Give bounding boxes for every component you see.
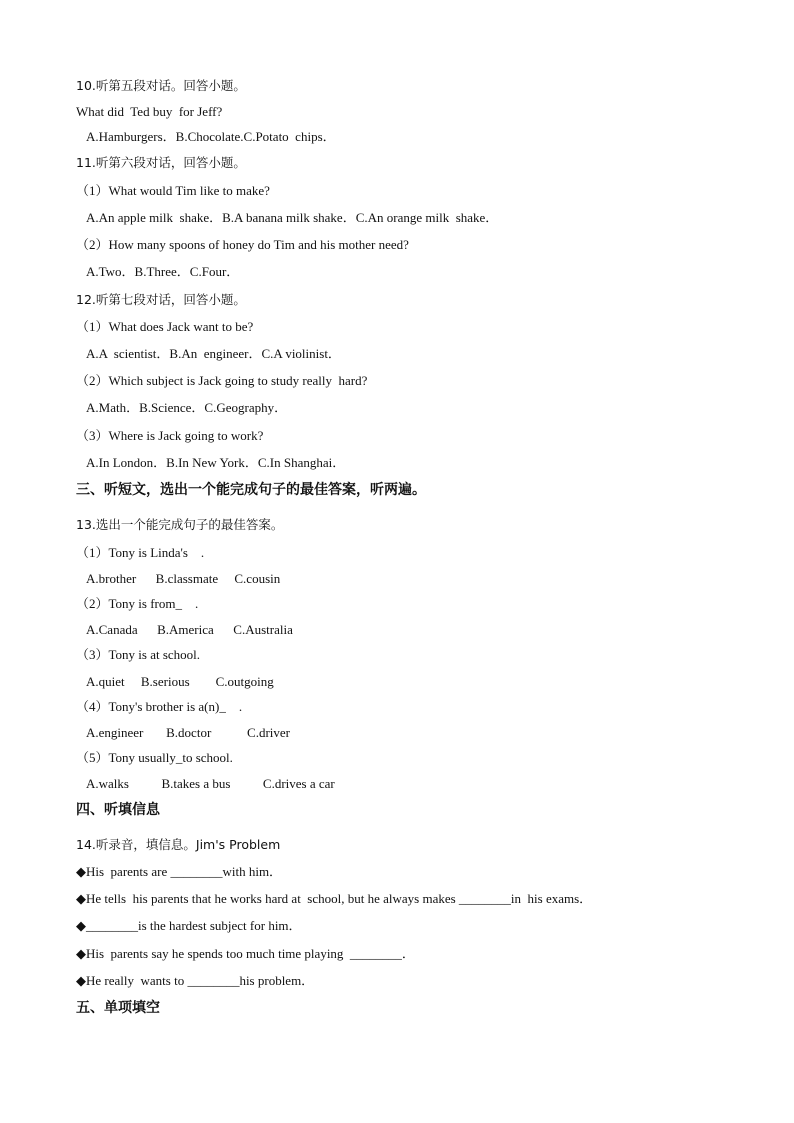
question-11-1-prompt: （1）What would Tim like to make? xyxy=(76,183,270,198)
question-13-2-prompt: （2）Tony is from_ . xyxy=(76,596,199,611)
question-10-heading: 10.听第五段对话。回答小题。 xyxy=(76,78,246,93)
question-12-heading: 12.听第七段对话，回答小题。 xyxy=(76,292,246,307)
question-13-heading: 13.选出一个能完成句子的最佳答案。 xyxy=(76,517,284,532)
question-11-heading: 11.听第六段对话，回答小题。 xyxy=(76,155,246,170)
question-13-2-options: A.Canada B.America C.Australia xyxy=(86,622,293,637)
fill-line-3: ◆________is the hardest subject for him． xyxy=(76,918,302,933)
question-13-1-prompt: （1）Tony is Linda's . xyxy=(76,545,205,560)
question-13-5-options: A.walks B.takes a bus C.drives a car xyxy=(86,776,335,791)
question-13-4-prompt: （4）Tony's brother is a(n)_ . xyxy=(76,699,243,714)
question-13-3-options: A.quiet B.serious C.outgoing xyxy=(86,674,274,689)
question-10-prompt: What did Ted buy for Jeff? xyxy=(76,104,223,119)
question-11-2-options: A.Two．B.Three．C.Four． xyxy=(86,264,240,279)
question-12-2-options: A.Math．B.Science．C.Geography． xyxy=(86,400,288,415)
question-10-options: A.Hamburgers．B.Chocolate.C.Potato chips． xyxy=(86,129,336,144)
section-5-heading: 五、单项填空 xyxy=(76,1000,160,1016)
question-12-1-options: A.A scientist．B.An engineer．C.A violinist． xyxy=(86,346,341,361)
question-11-2-prompt: （2）How many spoons of honey do Tim and his mother need? xyxy=(76,237,409,252)
section-3-heading: 三、听短文，选出一个能完成句子的最佳答案，听两遍。 xyxy=(76,482,426,498)
question-13-5-prompt: （5）Tony usually_to school. xyxy=(76,750,233,765)
question-13-3-prompt: （3）Tony is at school. xyxy=(76,647,201,662)
fill-line-5: ◆He really wants to ________his problem． xyxy=(76,973,315,988)
question-13-4-options: A.engineer B.doctor C.driver xyxy=(86,725,290,740)
question-12-2-prompt: （2）Which subject is Jack going to study really hard? xyxy=(76,373,368,388)
fill-line-4: ◆His parents say he spends too much time playing ________． xyxy=(76,946,415,961)
question-12-3-options: A.In London．B.In New York．C.In Shanghai． xyxy=(86,455,346,470)
question-13-1-options: A.brother B.classmate C.cousin xyxy=(86,571,281,586)
section-4-heading: 四、听填信息 xyxy=(76,802,160,818)
question-12-3-prompt: （3）Where is Jack going to work? xyxy=(76,428,264,443)
question-14-heading: 14.听录音，填信息。Jim's Problem xyxy=(76,837,281,852)
fill-line-2: ◆He tells his parents that he works hard at school, but he always makes ________in his exams． xyxy=(76,891,593,906)
fill-line-1: ◆His parents are ________with him． xyxy=(76,864,283,879)
question-12-1-prompt: （1）What does Jack want to be? xyxy=(76,319,254,334)
question-11-1-options: A.An apple milk shake．B.A banana milk shake．C.An orange milk shake． xyxy=(86,210,499,225)
